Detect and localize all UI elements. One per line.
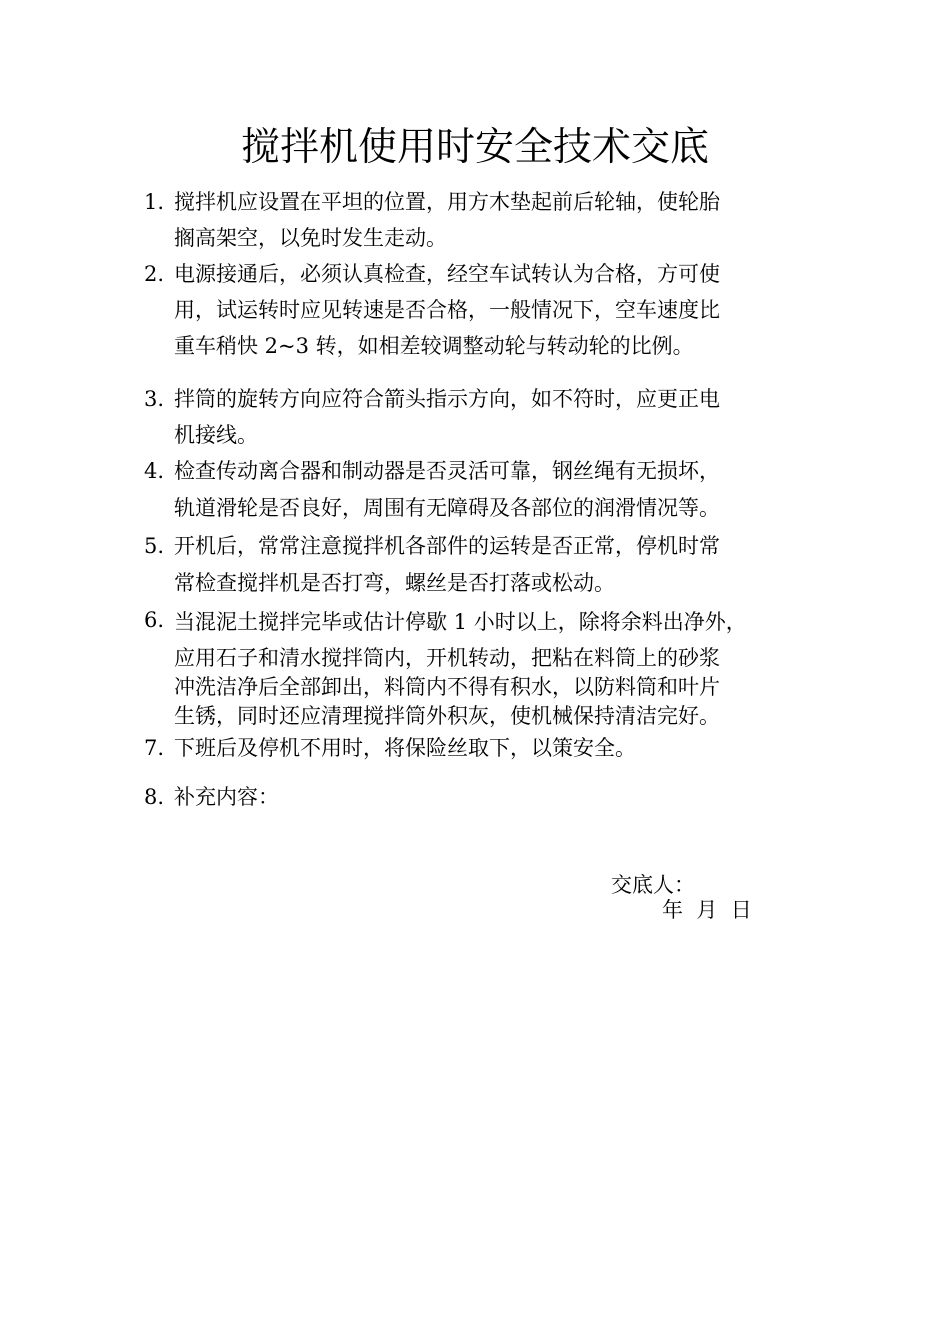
list-item-1 [144, 184, 830, 256]
item-text-line: 补充内容： [174, 785, 279, 809]
item-number: 6. [144, 608, 165, 632]
item-text-line: 搅拌机应设置在平坦的位置，用方木垫起前后轮轴，使轮胎 [174, 190, 720, 214]
item-text-line: 冲洗洁净后全部卸出，料筒内不得有积水，以防料筒和叶片 [174, 675, 720, 699]
item-number: 2. [144, 262, 165, 286]
item-number: 5. [144, 534, 165, 558]
page-title: 搅拌机使用时安全技术交底 [240, 125, 709, 170]
item-text-line: 生锈，同时还应清理搅拌筒外积灰，使机械保持清洁完好。 [174, 704, 720, 728]
item-number: 4. [144, 459, 165, 483]
item-text-line: 检查传动离合器和制动器是否灵活可靠，钢丝绳有无损坏， [174, 459, 720, 483]
item-number: 3. [144, 387, 165, 411]
item-text-line: 当混泥土搅拌完毕或估计停歇 1 小时以上，除将余料出净外， [174, 610, 747, 634]
item-text-line: 机接线。 [174, 423, 258, 447]
list-item-5 [144, 528, 830, 602]
item-text-line: 开机后，常常注意搅拌机各部件的运转是否正常，停机时常 [174, 534, 720, 558]
item-text-line: 搁高架空，以免时发生走动。 [174, 226, 447, 250]
item-number: 8. [144, 785, 165, 809]
list-item-7 [144, 730, 830, 766]
item-text-line: 用，试运转时应见转速是否合格，一般情况下，空车速度比 [174, 298, 720, 322]
signature-date: 年 月 日 [662, 898, 752, 922]
item-text-line: 常检查搅拌机是否打弯，螺丝是否打落或松动。 [174, 571, 615, 595]
item-text-line: 应用石子和清水搅拌筒内，开机转动，把粘在料筒上的砂浆 [174, 646, 720, 670]
item-number: 7. [144, 736, 165, 760]
item-number: 1. [144, 190, 165, 214]
item-text-line: 下班后及停机不用时，将保险丝取下，以策安全。 [174, 736, 636, 760]
item-text-line: 重车稍快 2~3 转，如相差较调整动轮与转动轮的比例。 [174, 334, 694, 358]
list-item-3 [144, 381, 830, 453]
item-text-line: 轨道滑轮是否良好，周围有无障碍及各部位的润滑情况等。 [174, 496, 720, 520]
list-item-4 [144, 453, 830, 527]
list-item-8 [144, 779, 830, 815]
list-item-6 [144, 604, 830, 731]
signature-label: 交底人： [611, 873, 695, 897]
item-text-line: 拌筒的旋转方向应符合箭头指示方向，如不符时，应更正电 [174, 387, 720, 411]
list-item-2 [144, 256, 830, 364]
item-text-line: 电源接通后，必须认真检查，经空车试转认为合格，方可使 [174, 262, 720, 286]
